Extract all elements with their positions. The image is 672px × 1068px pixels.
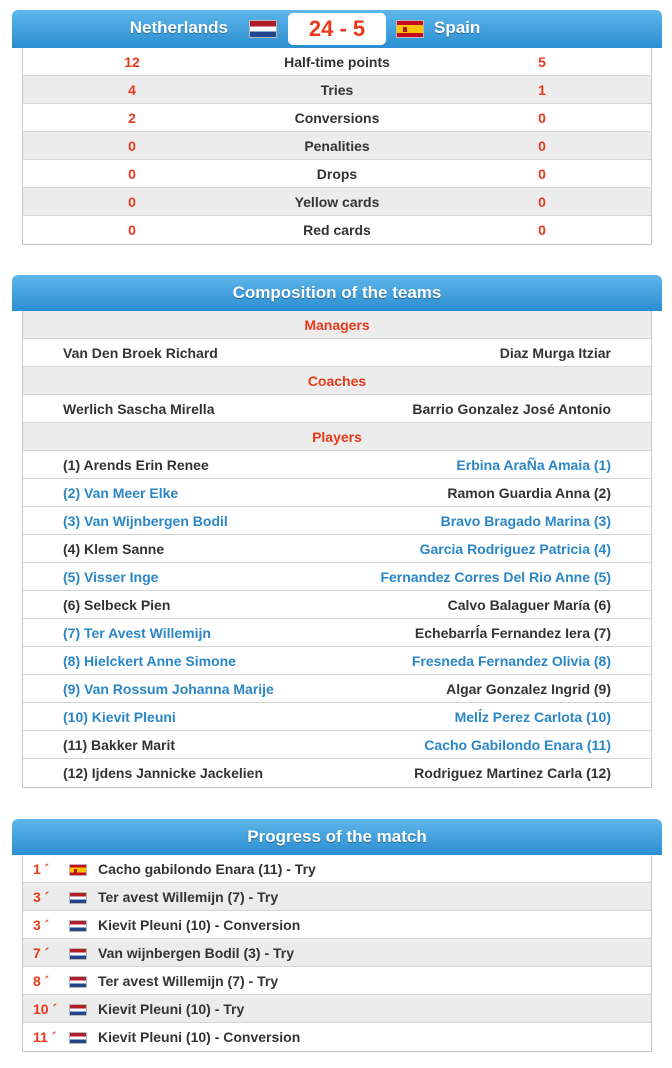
stat-row xyxy=(23,188,651,216)
stat-label: Conversions xyxy=(294,110,380,126)
stat-away-value: 0 xyxy=(538,166,546,182)
stat-home-value: 4 xyxy=(128,82,136,98)
event-text: Kievit Pleuni (10) - Conversion xyxy=(98,917,301,933)
stat-home-value: 12 xyxy=(124,54,140,70)
home-player-link[interactable]: (2) Van Meer Elke xyxy=(63,485,179,501)
event-text: Ter avest Willemijn (7) - Try xyxy=(98,973,279,989)
stat-home-value: 0 xyxy=(128,222,136,238)
away-player-link[interactable]: Fresneda Fernandez Olivia (8) xyxy=(411,653,611,669)
event-text: Cacho gabilondo Enara (11) - Try xyxy=(98,861,316,877)
stat-away-value: 0 xyxy=(538,110,546,126)
player-row xyxy=(23,563,651,591)
players-header: Players xyxy=(23,423,651,451)
stat-label: Tries xyxy=(320,82,354,98)
stat-label: Penalities xyxy=(304,138,370,154)
progress-event xyxy=(23,967,651,995)
composition-banner xyxy=(12,275,662,311)
home-player-link[interactable]: (7) Ter Avest Willemijn xyxy=(63,625,211,641)
away-player-link[interactable]: Bravo Bragado Marina (3) xyxy=(440,513,611,529)
player-row xyxy=(23,731,651,759)
event-minute: 8 ´ xyxy=(33,973,50,989)
home-player-link[interactable]: (9) Van Rossum Johanna Marije xyxy=(63,681,274,697)
score-result: 24 - 5 xyxy=(288,13,386,45)
away-team-name[interactable]: Spain xyxy=(434,18,481,37)
away-player: Ramon Guardia Anna (2) xyxy=(447,485,611,501)
progress-table xyxy=(22,855,652,1052)
stat-label: Red cards xyxy=(303,222,371,238)
spain-flag-icon xyxy=(396,20,424,38)
stat-row xyxy=(23,104,651,132)
event-minute: 7 ´ xyxy=(33,945,50,961)
coaches-row xyxy=(23,395,651,423)
progress-event xyxy=(23,883,651,911)
event-text: Kievit Pleuni (10) - Conversion xyxy=(98,1029,301,1045)
stat-row xyxy=(23,132,651,160)
home-player-link[interactable]: (8) Hielckert Anne Simone xyxy=(63,653,236,669)
away-player: Rodriguez Martinez Carla (12) xyxy=(414,765,611,781)
event-minute: 10 ´ xyxy=(33,1001,58,1017)
progress-banner xyxy=(12,819,662,855)
stats-table xyxy=(22,48,652,245)
home-player: (1) Arends Erin Renee xyxy=(63,457,209,473)
home-player-link[interactable]: (5) Visser Inge xyxy=(63,569,159,585)
event-minute: 11 ´ xyxy=(33,1029,57,1045)
stat-label: Half-time points xyxy=(284,54,390,70)
composition-title: Composition of the teams xyxy=(232,283,442,302)
netherlands-flag-icon xyxy=(249,20,277,38)
netherlands-flag-icon xyxy=(69,948,87,960)
composition-table xyxy=(22,311,652,788)
player-row xyxy=(23,703,651,731)
player-row xyxy=(23,591,651,619)
home-player: (12) Ijdens Jannicke Jackelien xyxy=(63,765,263,781)
home-team-name[interactable]: Netherlands xyxy=(129,18,228,37)
player-row xyxy=(23,507,651,535)
netherlands-flag-icon xyxy=(69,1032,87,1044)
away-player-link[interactable]: Fernandez Corres Del Rio Anne (5) xyxy=(380,569,611,585)
stat-away-value: 0 xyxy=(538,222,546,238)
away-player-link[interactable]: Melĺz Perez Carlota (10) xyxy=(454,709,611,725)
player-row xyxy=(23,647,651,675)
stat-away-value: 5 xyxy=(538,54,546,70)
away-coach: Barrio Gonzalez José Antonio xyxy=(412,401,611,417)
event-text: Kievit Pleuni (10) - Try xyxy=(98,1001,245,1017)
away-player-link[interactable]: Erbina AraÑa Amaia (1) xyxy=(456,457,611,473)
away-player-link[interactable]: Cacho Gabilondo Enara (11) xyxy=(424,737,611,753)
progress-event xyxy=(23,939,651,967)
away-player-link[interactable]: Garcia Rodriguez Patricia (4) xyxy=(419,541,611,557)
netherlands-flag-icon xyxy=(69,1004,87,1016)
away-player: Algar Gonzalez Ingrid (9) xyxy=(446,681,611,697)
player-row xyxy=(23,451,651,479)
netherlands-flag-icon xyxy=(69,920,87,932)
stat-away-value: 1 xyxy=(538,82,546,98)
stat-away-value: 0 xyxy=(538,194,546,210)
home-player: (6) Selbeck Pien xyxy=(63,597,171,613)
netherlands-flag-icon xyxy=(69,976,87,988)
event-text: Ter avest Willemijn (7) - Try xyxy=(98,889,279,905)
home-coach: Werlich Sascha Mirella xyxy=(63,401,215,417)
progress-event xyxy=(23,855,651,883)
stat-row xyxy=(23,48,651,76)
stat-home-value: 2 xyxy=(128,110,136,126)
player-row xyxy=(23,479,651,507)
event-text: Van wijnbergen Bodil (3) - Try xyxy=(98,945,295,961)
player-row xyxy=(23,535,651,563)
home-player: (4) Klem Sanne xyxy=(63,541,165,557)
away-player: Calvo Balaguer María (6) xyxy=(447,597,611,613)
player-row xyxy=(23,759,651,787)
coaches-header: Coaches xyxy=(23,367,651,395)
home-player-link[interactable]: (3) Van Wijnbergen Bodil xyxy=(63,513,228,529)
spain-flag-icon xyxy=(69,864,87,876)
progress-event xyxy=(23,995,651,1023)
event-minute: 3 ´ xyxy=(33,917,50,933)
stat-home-value: 0 xyxy=(128,166,136,182)
away-player: Echebarrĺa Fernandez Iera (7) xyxy=(414,625,611,641)
event-minute: 3 ´ xyxy=(33,889,50,905)
managers-header: Managers xyxy=(23,311,651,339)
progress-event xyxy=(23,911,651,939)
stat-away-value: 0 xyxy=(538,138,546,154)
netherlands-flag-icon xyxy=(69,892,87,904)
away-manager: Diaz Murga Itziar xyxy=(499,345,611,361)
stat-row xyxy=(23,216,651,244)
home-manager: Van Den Broek Richard xyxy=(63,345,218,361)
event-minute: 1 ´ xyxy=(33,861,50,877)
stat-home-value: 0 xyxy=(128,138,136,154)
progress-title: Progress of the match xyxy=(247,827,427,846)
stat-home-value: 0 xyxy=(128,194,136,210)
stat-row xyxy=(23,160,651,188)
player-row xyxy=(23,675,651,703)
player-row xyxy=(23,619,651,647)
stat-row xyxy=(23,76,651,104)
stat-label: Yellow cards xyxy=(294,194,380,210)
progress-event xyxy=(23,1023,651,1051)
home-player: (11) Bakker Marit xyxy=(63,737,176,753)
home-player-link[interactable]: (10) Kievit Pleuni xyxy=(63,709,176,725)
score-banner xyxy=(12,10,662,48)
managers-row xyxy=(23,339,651,367)
stat-label: Drops xyxy=(316,166,358,182)
